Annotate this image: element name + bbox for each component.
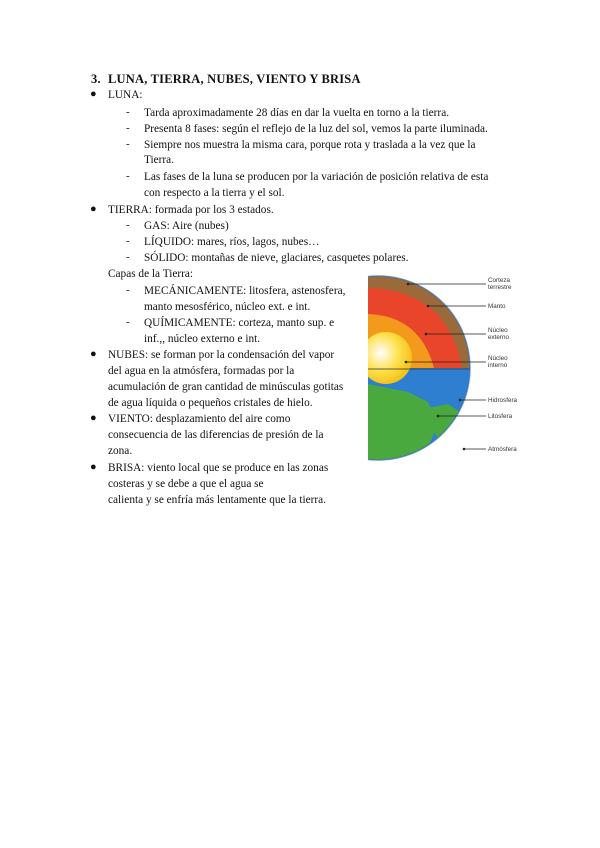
dash-icon: -: [126, 251, 130, 263]
luna-item-4-line2: con respecto a la tierra y el sol.: [144, 187, 285, 199]
nubes-line3: acumulación de gran cantidad de minúsculas gotitas: [108, 381, 344, 393]
luna-item-1: Tarda aproximadamente 28 días en dar la vuelta en torno a la tierra.: [144, 107, 450, 119]
dash-icon: -: [126, 106, 130, 118]
label-litosfera: Litosfera: [488, 413, 513, 420]
bullet-icon: ●: [90, 88, 97, 100]
tierra-item-liquido: LÍQUIDO: mares, ríos, lagos, nubes…: [144, 236, 320, 248]
capas-mecanicamente-line1: MECÁNICAMENTE: litosfera, astenosfera,: [144, 285, 346, 297]
tierra-label: TIERRA: formada por los 3 estados.: [108, 204, 274, 216]
luna-item-4-line1: Las fases de la luna se producen por la variación de posición relativa de esta: [144, 171, 489, 183]
luna-label: LUNA:: [108, 89, 143, 101]
dash-icon: -: [126, 284, 130, 296]
brisa-line2: costeras y se debe a que el agua se: [108, 478, 264, 490]
tierra-item-solido: SÓLIDO: montañas de nieve, glaciares, casquetes polares.: [144, 252, 409, 264]
viento-line3: zona.: [108, 445, 133, 457]
label-corteza-line2: terrestre: [488, 284, 512, 291]
section-number: 3.: [91, 72, 101, 86]
capas-quimicamente-line1: QUÍMICAMENTE: corteza, manto sup. e: [144, 317, 335, 329]
luna-item-2: Presenta 8 fases: según el reflejo de la luz del sol, vemos la parte iluminada.: [144, 123, 488, 135]
tierra-item-gas: GAS: Aire (nubes): [144, 220, 229, 232]
dash-icon: -: [126, 219, 130, 231]
brisa-line3: calienta y se enfría más lentamente que la tierra.: [108, 494, 326, 506]
bullet-icon: ●: [90, 203, 97, 215]
label-nucleo-interno-line1: Núcleo: [488, 355, 508, 362]
nubes-line2: del agua en la atmósfera, formadas por la: [108, 365, 295, 377]
bullet-icon: ●: [90, 348, 97, 360]
label-nucleo-interno-line2: interno: [488, 362, 508, 369]
viento-line2: consecuencia de las diferencias de presión de la: [108, 429, 324, 441]
label-hidrosfera: Hidrosfera: [488, 397, 518, 404]
dash-icon: -: [126, 235, 130, 247]
dash-icon: -: [126, 316, 130, 328]
dash-icon: -: [126, 138, 130, 150]
luna-item-3-line2: Tierra.: [144, 154, 175, 166]
nubes-line4: de agua líquida o pequeños cristales de hielo.: [108, 397, 313, 409]
label-atmosfera: Atmósfera: [488, 446, 517, 453]
label-nucleo-externo-line2: externo: [488, 334, 510, 341]
brisa-line1: BRISA: viento local que se produce en las zonas: [108, 462, 329, 474]
dash-icon: -: [126, 122, 130, 134]
label-manto: Manto: [488, 303, 506, 310]
earth-layers-diagram: [368, 274, 530, 462]
label-corteza-line1: Corteza: [488, 277, 511, 284]
label-nucleo-externo-line1: Núcleo: [488, 327, 508, 334]
bullet-icon: ●: [90, 461, 97, 473]
nubes-line1: NUBES: se forman por la condensación del vapor: [108, 349, 335, 361]
capas-quimicamente-line2: inf.,, núcleo externo e int.: [144, 333, 261, 345]
luna-item-3-line1: Siempre nos muestra la misma cara, porque rota y traslada a la vez que la: [144, 139, 476, 151]
bullet-icon: ●: [90, 412, 97, 424]
capas-mecanicamente-line2: manto mesosférico, núcleo ext. e int.: [144, 301, 311, 313]
section-title: LUNA, TIERRA, NUBES, VIENTO Y BRISA: [108, 72, 361, 86]
capas-label: Capas de la Tierra:: [108, 268, 194, 280]
viento-line1: VIENTO: desplazamiento del aire como: [108, 413, 291, 425]
dash-icon: -: [126, 170, 130, 182]
